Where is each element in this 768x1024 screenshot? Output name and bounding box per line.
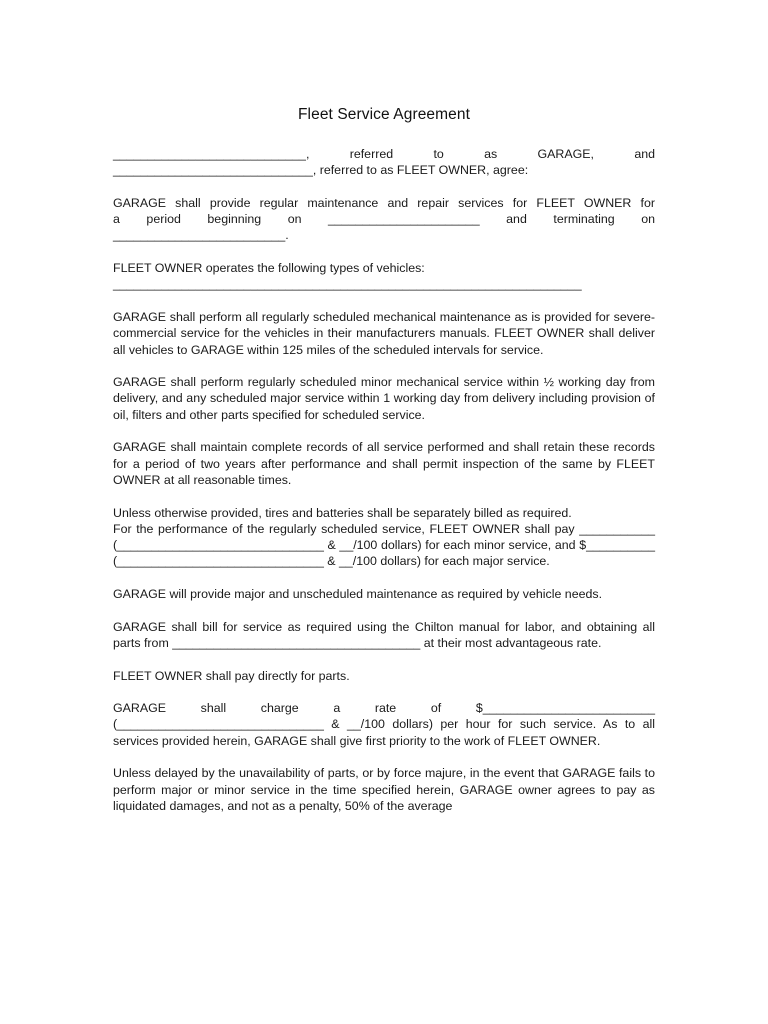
term-paragraph (113, 195, 655, 244)
document-body (113, 146, 655, 814)
hourly-rate-paragraph (113, 700, 655, 749)
parties-line-garage: ____________________________, referred to as GARAGE, and (113, 147, 655, 161)
liquidated-damages-paragraph: Unless delayed by the unavailability of parts, or by force majure, in the event that GARAGE fails to perform major or minor service in the time specified herein, GARAGE owner agrees to pay as liquidated damages, and not as a penalty, 50% of the average (113, 766, 655, 813)
parties-line-fleet-owner: _____________________________, referred to as FLEET OWNER, agree: (113, 163, 529, 178)
hourly-rate-text: (______________________________ & __/100 dollars) per hour for such service. As to all services provided herein, GARAGE shall give first priority to the work of FLEET OWNER. (113, 717, 655, 748)
vehicles-line-1: FLEET OWNER operates the following types of vehicles: (113, 261, 425, 276)
term-line-3: _________________________. (113, 228, 289, 243)
pricing-paragraph (113, 505, 655, 570)
records-paragraph: GARAGE shall maintain complete records of all service performed and shall retain these records for a period of two years after performance and shall permit inspection of the same by FLEET OWNER at all reasonable times. (113, 440, 655, 487)
tires-batteries-line: Unless otherwise provided, tires and batteries shall be separately billed as required. (113, 505, 572, 520)
term-line-1: GARAGE shall provide regular maintenance and repair services for FLEET OWNER for (113, 195, 655, 210)
vehicles-blank-line: ____________________________________________________________________ (113, 277, 582, 292)
vehicles-paragraph (113, 260, 655, 293)
parts-payment-paragraph: FLEET OWNER shall pay directly for parts. (113, 668, 350, 683)
hourly-rate-line-1: GARAGE shall charge a rate of $_________________________ (113, 701, 655, 716)
parties-paragraph (113, 146, 655, 179)
document-title: Fleet Service Agreement (297, 106, 471, 123)
term-line-2: a period beginning on ______________________ and terminating on (113, 212, 655, 227)
minor-major-service-paragraph: GARAGE shall perform regularly scheduled minor mechanical service within ½ working day from delivery, and any scheduled major service within 1 working day from delivery including provision of oil, filters and other parts specified for scheduled service. (113, 375, 655, 422)
billing-paragraph: GARAGE shall bill for service as required using the Chilton manual for labor, and obtaining all parts from ____________________________________ at their most advantageous rate. (113, 619, 655, 650)
unscheduled-maintenance-paragraph: GARAGE will provide major and unscheduled maintenance as required by vehicle needs. (113, 587, 603, 602)
scheduled-maintenance-paragraph: GARAGE shall perform all regularly scheduled mechanical maintenance as is provided for severe-commercial service for the vehicles in their manufacturers manuals. FLEET OWNER shall deliver all vehicles to GARAGE within 125 miles of the scheduled intervals for service. (113, 309, 655, 357)
service-pricing-text: For the performance of the regularly scheduled service, FLEET OWNER shall pay ___________ (______________________________ & __/100 dollars) for each minor service, and $__________ (______________________________ & __/100 dollars) for each major service. (113, 521, 655, 569)
